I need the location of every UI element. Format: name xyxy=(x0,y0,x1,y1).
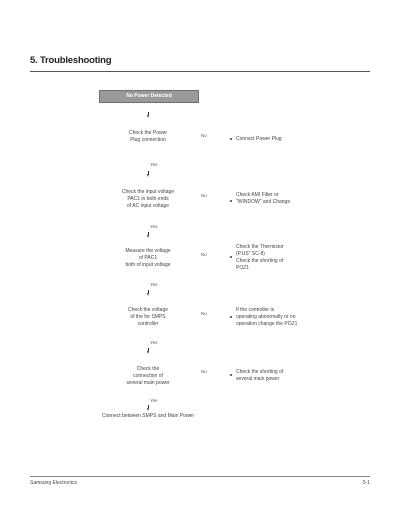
arrow-down-icon xyxy=(147,351,149,354)
step-5-text: Check the connection of several main power xyxy=(126,366,170,386)
arrow-down-icon xyxy=(147,115,149,118)
step-2-action: Check AMI Filter or "WINDOW" and Change xyxy=(236,192,291,205)
arrow-left-icon xyxy=(229,256,232,258)
arrow-left-icon xyxy=(229,374,232,376)
step-5-yes-label: Yes xyxy=(150,398,158,403)
step-3-no-label: No xyxy=(201,252,207,257)
step-2-text: Check the input voltage PAC1 in both ends of AC input voltage xyxy=(121,189,175,209)
step-1-text: Check the Power Plug connection xyxy=(128,130,168,143)
step-2-yes-label: Yes xyxy=(150,224,158,229)
step-1-no-label: No xyxy=(201,133,207,138)
step-3-yes-label: Yes xyxy=(150,282,158,287)
step-3-text: Measure the voltage of PAC1 both of input voltage xyxy=(125,248,171,268)
section-title: 5. Troubleshooting xyxy=(30,55,112,66)
arrow-down-icon xyxy=(147,235,149,238)
arrow-down-icon xyxy=(147,408,149,411)
arrow-down-icon xyxy=(147,174,149,177)
step-5-no-label: No xyxy=(201,369,207,374)
step-4-text: Check the voltage of the for SMPS controller xyxy=(127,307,169,327)
step-4-action: If the controller is operating abnormally or no operation change the POZ1 xyxy=(236,307,298,327)
footer-company: Samsung Electronics xyxy=(30,480,77,486)
footer-page-number: 5-1 xyxy=(362,480,370,486)
arrow-left-icon xyxy=(229,138,232,140)
title-divider xyxy=(30,71,370,72)
step-1-yes-label: Yes xyxy=(150,162,158,167)
step-1-action: Connect Power Plug xyxy=(236,136,282,142)
arrow-down-icon xyxy=(147,293,149,296)
step-5-action: Check the shorting of several main power xyxy=(236,369,284,382)
step-4-no-label: No xyxy=(201,311,207,316)
footer-divider xyxy=(30,476,370,477)
step-4-yes-label: Yes xyxy=(150,340,158,345)
end-node-text: Connect between SMPS and Main Power xyxy=(102,413,194,419)
arrow-left-icon xyxy=(229,200,232,202)
arrow-left-icon xyxy=(229,316,232,318)
step-3-action: Check the Thermistor (P.US" SC-8) Check the shorting of POZ1 xyxy=(236,244,284,271)
start-node: No Power Detected xyxy=(99,90,199,103)
step-2-no-label: No xyxy=(201,193,207,198)
